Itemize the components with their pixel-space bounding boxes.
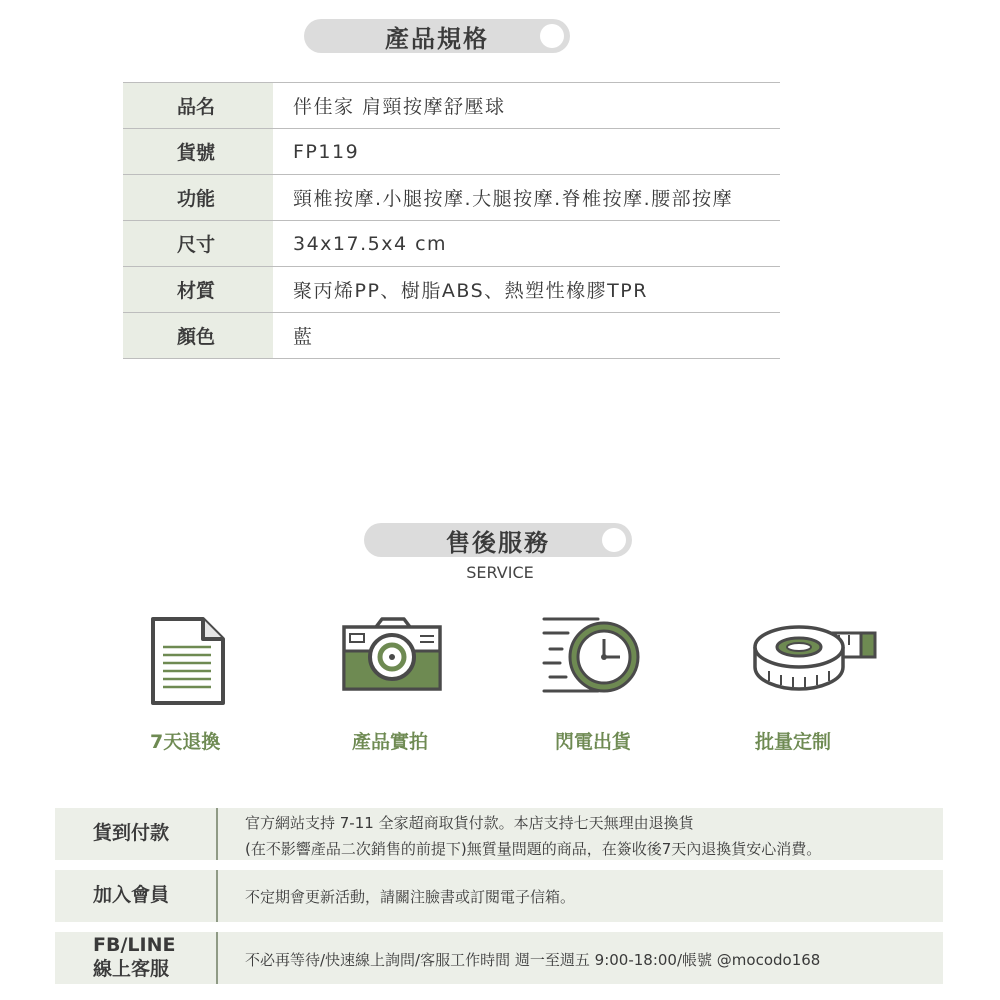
service-label-return: 7天退換 xyxy=(150,731,221,753)
info-text-line: 不定期會更新活動，請關注臉書或訂閱電子信箱。 xyxy=(245,888,576,906)
spec-row-material xyxy=(123,267,780,313)
measuring-tape-icon xyxy=(749,615,879,695)
spec-label: 功能 xyxy=(123,175,273,220)
spec-section-header xyxy=(304,19,570,53)
spec-row-color xyxy=(123,313,780,359)
spec-row-function xyxy=(123,175,780,221)
info-label-text: 貨到付款 xyxy=(93,822,170,845)
info-label-support xyxy=(55,932,218,984)
service-title: 售後服務 xyxy=(446,528,550,557)
spec-row-sku xyxy=(123,129,780,175)
spec-label: 品名 xyxy=(123,83,273,128)
camera-icon xyxy=(340,615,444,695)
spec-row-name xyxy=(123,83,780,129)
pill-dot-decoration xyxy=(540,24,564,48)
spec-label: 貨號 xyxy=(123,129,273,174)
spec-label: 顏色 xyxy=(123,313,273,358)
spec-value: 伴佳家 肩頸按摩舒壓球 xyxy=(293,96,506,118)
spec-label: 尺寸 xyxy=(123,221,273,266)
info-text-line: 不必再等待/快速線上詢問/客服工作時間 週一至週五 9:00-18:00/帳號 @mocodo168 xyxy=(245,951,821,969)
document-icon xyxy=(149,615,229,709)
service-item-return xyxy=(109,615,269,709)
spec-value: 聚丙烯PP、樹脂ABS、熱塑性橡膠TPR xyxy=(293,280,648,302)
info-label-text: 加入會員 xyxy=(93,884,170,907)
service-label-photo: 產品實拍 xyxy=(352,731,429,753)
info-row-cod xyxy=(55,808,943,860)
info-row-support xyxy=(55,932,943,984)
spec-value: 頸椎按摩.小腿按摩.大腿按摩.脊椎按摩.腰部按摩 xyxy=(293,188,734,210)
info-text-line: 官方網站支持 7-11 全家超商取貨付款。本店支持七天無理由退換貨 xyxy=(245,814,694,832)
spec-value: FP119 xyxy=(293,140,360,163)
spec-title: 產品規格 xyxy=(385,24,489,53)
spec-value: 34x17.5x4 cm xyxy=(293,232,448,255)
service-item-shipping xyxy=(512,615,672,695)
service-subtitle: SERVICE xyxy=(466,563,534,582)
info-text-line: (在不影響產品二次銷售的前提下)無質量問題的商品，在簽收後7天內退換貨安心消費。 xyxy=(245,840,822,858)
service-section-header xyxy=(364,523,632,557)
service-item-custom xyxy=(734,615,894,695)
info-label-member xyxy=(55,870,218,922)
service-label-shipping: 閃電出貨 xyxy=(555,731,632,753)
spec-row-size xyxy=(123,221,780,267)
info-row-member xyxy=(55,870,943,922)
spec-label: 材質 xyxy=(123,267,273,312)
spec-table xyxy=(123,82,780,359)
spec-value: 藍 xyxy=(293,326,314,348)
fast-clock-icon xyxy=(540,615,644,695)
service-item-photo xyxy=(312,615,472,695)
info-label-cod xyxy=(55,808,218,860)
pill-dot-decoration xyxy=(602,528,626,552)
info-label-text: FB/LINE xyxy=(93,934,176,957)
info-label-text: 線上客服 xyxy=(93,958,170,980)
service-label-custom: 批量定制 xyxy=(755,731,832,753)
